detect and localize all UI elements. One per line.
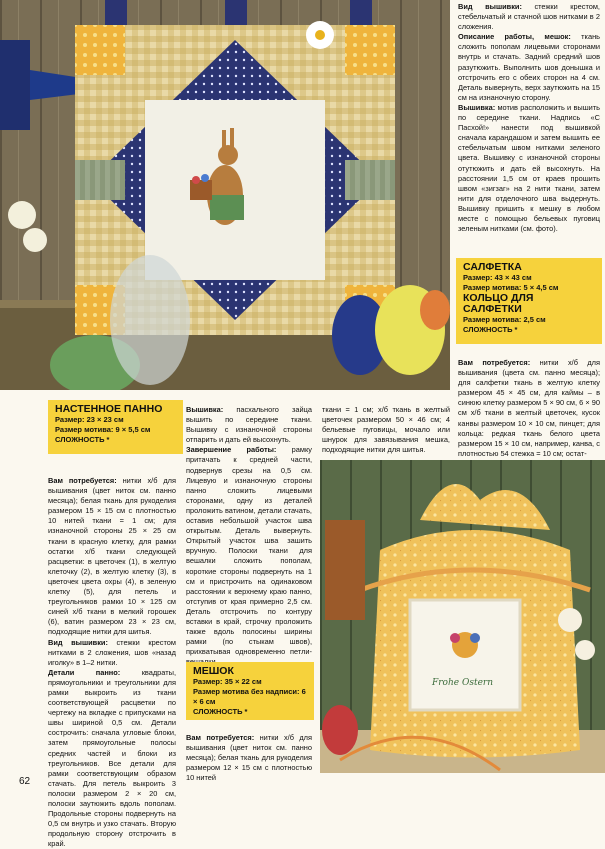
napkin-motif-size: Размер мотива: 5 × 4,5 см bbox=[463, 283, 559, 292]
panel-materials-label: Вам потребуется: bbox=[48, 476, 117, 485]
left-column-text bbox=[48, 476, 176, 849]
napkin-ring-title: КОЛЬЦО ДЛЯ САЛФЕТКИ bbox=[463, 292, 534, 315]
top-right-text bbox=[458, 2, 600, 234]
bag-photo bbox=[320, 460, 605, 773]
napkin-materials-body: нитки х/б для вышивания (цвета см. панно месяца); для салфетки ткань в желтую клетку размером 45 × 45 см, для каймы – в синюю клетку размером 5 × 90 см, 6 × 90 см х/б ткани в желтый цветочек, кусок канвы размером 10 × 10 см, пинцет; для кольца: редкая ткань белого цвета размером 15 × 10 см, например, канва, с плотностью 54 стежка = 10 см; остат- bbox=[458, 358, 600, 458]
bag-stitched-text: Frohe Ostern bbox=[432, 678, 493, 688]
napkin-info-box bbox=[456, 258, 602, 344]
napkin-title: САЛФЕТКА bbox=[463, 261, 522, 273]
bag-info-box bbox=[186, 662, 314, 720]
bag-materials-continued bbox=[322, 405, 450, 455]
wall-panel-photo bbox=[0, 0, 450, 390]
panel-stitch-text: стежки крестом нитками в 2 сложения, шов «назад иголку» в 1–2 нитки. bbox=[48, 637, 176, 667]
wall-panel-illustration bbox=[0, 0, 450, 390]
bag-materials-label: Вам потребуется: bbox=[186, 733, 255, 742]
panel-parts-label: Детали панно: bbox=[48, 667, 121, 677]
bag-illustration bbox=[320, 460, 605, 773]
napkin-difficulty: СЛОЖНОСТЬ * bbox=[463, 325, 518, 334]
panel-title: НАСТЕННОЕ ПАННО bbox=[55, 403, 163, 415]
bag-difficulty: СЛОЖНОСТЬ * bbox=[193, 707, 248, 716]
panel-materials-text: нитки х/б для вышивания (цвет ниток см. панно месяца); белая ткань для рукоделия размером 15 × 15 см с плотностью 10 нитей ткани = 1 см; для изнаночной стороны 25 × 25 см ткани в красную клетку, для рамки остатки х/б ткани следующей расцветки: в цветочек (1), в желтую клеточку (2), в желтую клетку (3), в цветочек цвета охры (4), в зеленую клетку (5), для петель и треугольников рамки 10 × 125 см синей х/б ткани в мелкий горошек (6), ватин размером 23 × 23 см, подходящие нитки для шитья. bbox=[48, 476, 176, 637]
mid-embroidery-text: пасхального зайца вышить по середине ткани. Вышивку с изнаночной стороны отпарить и дать ей высохнуть. bbox=[186, 405, 312, 445]
embroidery-label: Вышивка: bbox=[458, 102, 496, 112]
panel-difficulty: СЛОЖНОСТЬ * bbox=[55, 435, 110, 444]
panel-parts-text: квадраты, прямоугольники и треугольники для рамки выкроить из ткани соответствующей расцветки по чертежу на вкладке с припусками на швы шириной 0,5 см. Детали сострочить: сначала угловые блоки, затем прямоугольные полосы средних частей и блоки из треугольников. Все детали для рамки соответствующим образом стачать. Для петель выкроить 3 полоски размером 2 × 20 см, полоски заутюжить вдоль пополам. Продольные стороны подвернуть на 0,5 см внутрь и узко стачать. Вторую продольную сторону отстрочить в край. bbox=[48, 667, 176, 849]
napkin-size: Размер: 43 × 43 см bbox=[463, 273, 532, 282]
napkin-materials-label: Вам потребуется: bbox=[458, 358, 531, 367]
bag-motif-size: Размер мотива без надписи: 6 × 6 см bbox=[193, 687, 306, 706]
embroidery-type-text: стежки крестом, стебельчатый и стачной шов нитками в 2 сложения. bbox=[458, 2, 600, 32]
middle-column-text bbox=[186, 405, 312, 667]
bag-size: Размер: 35 × 22 см bbox=[193, 677, 262, 686]
panel-info-box bbox=[48, 400, 183, 454]
panel-motif-size: Размер мотива: 9 × 5,5 см bbox=[55, 425, 151, 434]
bag-description-label: Описание работы, мешок: bbox=[458, 32, 571, 42]
bag-description-text: ткань сложить пополам лицевыми сторонами внутрь и стачать. Задний средний шов разутюжить. Выполнить шов донышка и отстрочить его с обеих сторон на 4 см. Деталь вывернуть, верх заутюжить на 15 см на изнаночную сторону. bbox=[458, 32, 600, 102]
bag-materials-text bbox=[186, 733, 312, 783]
napkin-ring-motif-size: Размер мотива: 2,5 см bbox=[463, 315, 546, 324]
mid-embroidery-label: Вышивка: bbox=[186, 405, 224, 414]
panel-stitch-label: Вид вышивки: bbox=[48, 637, 108, 647]
embroidery-text: мотив расположить и вышить по середине ткани. Надпись «С Пасхой!» нанести под вышивкой сначала карандашом и затем вышить ее стебельчатым швом нитками зеленого цвета. Вышивку с изнаночной стороны отутюжить и дать ей высохнуть. На расстоянии 1,5 см от краев прошить швом «зигзаг» на 2 нити ткани, затем нити для отделочного шва выдернуть. Вышивку пришить к мешку в любом месте с помощью бельевых пуговиц зеленым нитками (см. фото). bbox=[458, 102, 600, 234]
page-number: 62 bbox=[19, 776, 31, 787]
bag-title: МЕШОК bbox=[193, 665, 234, 677]
bag-materials-body: нитки х/б для вышивания (цвет ниток см. панно месяца); белая ткань для рукоделия размером 12 × 15 см с плотностью 10 нитей bbox=[186, 733, 312, 783]
bag-materials-continued-text: ткани = 1 см; х/б ткань в желтый цветочек размером 50 × 46 см; 4 бельевые пуговицы, мочало или шнурок для завязывания мешка, подходящие нитки для шитья. bbox=[322, 405, 450, 455]
panel-size: Размер: 23 × 23 см bbox=[55, 415, 124, 424]
finishing-label: Завершение работы: bbox=[186, 445, 277, 455]
finishing-text: рамку притачать к средней части, подвернув срезы на 0,5 см. Лицевую и изнаночную стороны панно сложить лицевыми сторонами, одну из деталей проложить ватином, детали стачать, оставив небольшой участок шва открытым. Деталь вывернуть. Открытый участок шва зашить вручную. Полоски ткани для вешалки сложить пополам, короткие стороны подвернуть на 1 см и пристрочить на одинаковом расстоянии к верхнему краю панно, отступив от края примерно 2,5 см. Деталь отстрочить по контуру вставки в край, строчку проложить также вдоль полосины ширины рамки (по стыкам швов), прихватывая одновременно петли- bbox=[186, 445, 312, 657]
napkin-materials-text bbox=[458, 358, 600, 459]
embroidery-type-label: Вид вышивки: bbox=[458, 2, 522, 11]
